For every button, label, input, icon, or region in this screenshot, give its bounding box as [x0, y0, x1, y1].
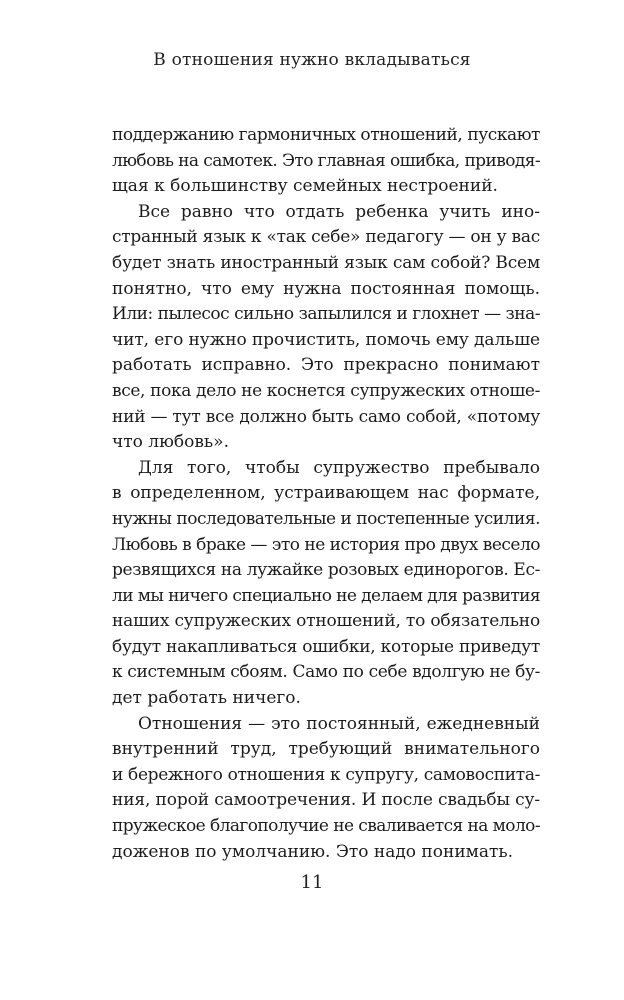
text-line: Отношения — это постоянный, ежедневный: [138, 713, 540, 734]
text-line: пружеское благополучие не сваливается на моло-: [112, 816, 541, 837]
text-line: ний — тут все должно быть само собой, «потому: [112, 406, 541, 427]
body-text: [112, 123, 540, 865]
text-line: поддержанию гармоничных отношений, пускают: [112, 125, 541, 145]
text-line: странный язык к «так себе» педагогу — он у вас: [112, 227, 541, 248]
text-line: доженов по умолчанию. Это надо понимать.: [112, 841, 514, 862]
text-line: понятно, что ему нужна постоянная помощь.: [112, 278, 540, 299]
text-line: будут накапливаться ошибки, которые приведут: [112, 636, 541, 657]
text-line: к системным сбоям. Само по себе вдолгую не бу-: [112, 662, 540, 683]
text-line: резвящихся на лужайке розовых единорогов. Ес-: [112, 560, 541, 581]
text-line: щая к большинству семейных нестроений.: [112, 176, 498, 197]
text-line: и бережного отношения к супругу, самовоспита-: [112, 764, 541, 785]
text-line: все, пока дело не коснется супружеских отноше-: [112, 380, 540, 401]
text-line: чит, его нужно прочистить, помочь ему дальше: [112, 329, 540, 350]
text-line: будет знать иностранный язык сам собой? Всем: [112, 252, 541, 273]
text-line: в определенном, устраивающем нас формате,: [112, 483, 540, 504]
text-line: ли мы ничего специально не делаем для развития: [112, 585, 540, 606]
text-line: работать исправно. Это прекрасно понимают: [112, 355, 540, 376]
text-line: что любовь».: [112, 432, 229, 453]
text-line: Все равно что отдать ребенка учить ино-: [138, 201, 540, 222]
running-head: В отношения нужно вкладываться: [153, 50, 471, 70]
page-number: 11: [300, 872, 324, 893]
text-line: наших супружеских отношений, то обязательно: [112, 611, 540, 632]
text-line: любовь на самотек. Это главная ошибка, приводя-: [112, 150, 541, 171]
text-line: внутренний труд, требующий внимательного: [112, 739, 540, 760]
text-line: Для того, чтобы супружество пребывало: [138, 457, 540, 478]
text-line: нужны последовательные и постепенные усилия.: [112, 508, 540, 529]
text-line: Любовь в браке — это не история про двух весело: [112, 534, 540, 555]
text-line: дет работать ничего.: [112, 688, 301, 709]
text-line: Или: пылесос сильно запылился и глохнет — зна-: [112, 304, 541, 325]
text-line: ния, порой самоотречения. И после свадьбы су-: [112, 790, 541, 811]
